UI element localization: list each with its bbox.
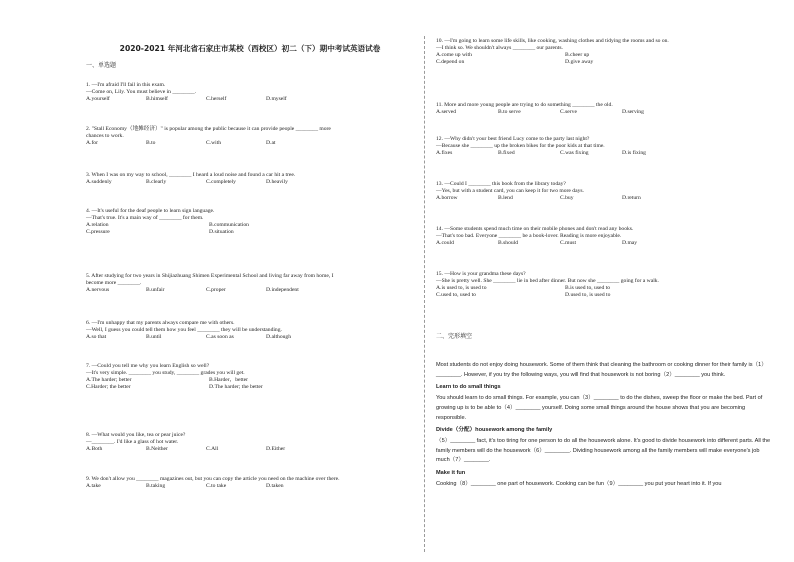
- answer-option[interactable]: A.suddenly: [86, 179, 112, 185]
- passage-paragraph: You should learn to do small things. For example, you can（3）________ to do the dishes, sweep the floor or make the bed. Part of growing up is to be able to（4）________ yourself. Doing some small things around the house shows that you are becoming responsible.: [436, 395, 763, 421]
- question-right-5: [436, 226, 684, 247]
- passage-paragraph: Most students do not enjoy doing housework. Some of them think that cleaning the bathroom or cooking dinner for their family is（1）________. However, if you try the following ways, you will find that housework is not boring（2）________ you think.: [436, 362, 767, 378]
- answer-option[interactable]: B.is used to, used to: [565, 285, 611, 291]
- passage-heading: Make it fun: [436, 470, 466, 477]
- answer-option[interactable]: B.Harder，better: [209, 377, 248, 383]
- answer-option[interactable]: C.was fixing: [560, 150, 589, 156]
- answer-option[interactable]: A.yourself: [86, 96, 110, 102]
- answer-option[interactable]: B.to serve: [498, 109, 521, 115]
- question-right-3: [436, 136, 684, 157]
- answer-option[interactable]: D.at: [266, 140, 276, 146]
- question-text: —Come on, Lily. You must believe in ________.: [86, 89, 197, 95]
- question-text: 6. —I'm unhappy that my parents always compare me with others.: [86, 320, 235, 326]
- option-row: [86, 179, 326, 186]
- answer-option[interactable]: A.could: [436, 240, 454, 246]
- question-left-5: [86, 273, 333, 294]
- passage-paragraph: （5）________ fact, it's too tiring for one person to do all the housework alone. It's good to divide housework into different parts. All the family members will do the housework（6）________. Dividing housework among all the family members will make everyone's job much（7）________.: [436, 437, 771, 464]
- option-row: [86, 384, 332, 391]
- option-row: [86, 377, 332, 384]
- question-text: 14. —Some students spend much time on their mobile phones and don't read any books.: [436, 226, 634, 232]
- answer-option[interactable]: B.unfair: [146, 287, 165, 293]
- question-right-4: [436, 181, 684, 202]
- question-left-9: [86, 476, 340, 490]
- answer-option[interactable]: C.used to, used to: [436, 292, 476, 298]
- answer-option[interactable]: D.myself: [266, 96, 287, 102]
- passage-heading: Divide（分配）housework among the family: [436, 427, 553, 434]
- answer-option[interactable]: A.Both: [86, 446, 103, 452]
- question-text: —I think so. We shouldn't always ________ our parents.: [436, 45, 563, 51]
- answer-option[interactable]: A.so that: [86, 334, 107, 340]
- question-text: —________. I'd like a glass of hot water.: [86, 439, 179, 445]
- answer-option[interactable]: A.borrow: [436, 195, 458, 201]
- answer-option[interactable]: B.to: [146, 140, 156, 146]
- question-text: 8. —What would you like, tea or pear juice?: [86, 432, 186, 438]
- option-row: [436, 292, 694, 299]
- question-left-8: [86, 432, 326, 453]
- question-right-6: [436, 271, 694, 299]
- answer-option[interactable]: C.as soon as: [206, 334, 234, 340]
- question-text: 12. —Why didn't your best friend Lucy come to the party last night?: [436, 136, 590, 142]
- answer-option[interactable]: D.heavily: [266, 179, 288, 185]
- option-row: [86, 222, 332, 229]
- answer-option[interactable]: D.although: [266, 334, 292, 340]
- option-row: [436, 240, 684, 247]
- option-row: [436, 109, 684, 116]
- answer-option[interactable]: D.The harder; the better: [209, 384, 263, 390]
- question-left-3: [86, 172, 326, 186]
- answer-option[interactable]: A.served: [436, 109, 457, 115]
- passage-heading: Learn to do small things: [436, 384, 501, 391]
- question-text: —It's very simple. ________ you study, ________ grades you will get.: [86, 370, 245, 376]
- answer-option[interactable]: D.give away: [565, 59, 594, 65]
- question-text: 1. —I'm afraid I'll fail in this exam.: [86, 82, 166, 88]
- answer-option[interactable]: C.must: [560, 240, 577, 246]
- question-right-2: [436, 102, 684, 116]
- question-left-2: [86, 126, 331, 147]
- answer-option[interactable]: A.for: [86, 140, 98, 146]
- answer-option[interactable]: C.Harder; the better: [86, 384, 131, 390]
- answer-option[interactable]: A.fixes: [436, 150, 453, 156]
- exam-title: 2020-2021 年河北省石家庄市某校（西校区）初二（下）期中考试英语试卷: [119, 44, 381, 53]
- answer-option[interactable]: A.nervous: [86, 287, 110, 293]
- answer-option[interactable]: B.cheer up: [565, 52, 590, 58]
- option-row: [86, 229, 332, 236]
- answer-option[interactable]: A.relation: [86, 222, 109, 228]
- question-text: 10. —I'm going to learn some life skills, like cooking, washing clothes and tidying the rooms and so on.: [436, 38, 669, 44]
- answer-option[interactable]: D.serving: [622, 109, 644, 115]
- option-row: [86, 96, 326, 103]
- answer-option[interactable]: C.buy: [560, 195, 574, 201]
- answer-option[interactable]: A.is used to, is used to: [436, 285, 487, 291]
- question-text: 9. We don't allow you ________ magazines out, but you can copy the article you need on the machine over there.: [86, 476, 340, 482]
- question-text: 5. After studying for two years in Shijiazhuang Shimen Experimental School and living far away from home, I: [86, 273, 334, 279]
- cloze-passage: [436, 361, 771, 492]
- passage-paragraph: Cooking（8）________ one part of housework. Cooking can be fun（9）________ you put your heart into it. If you: [436, 480, 722, 487]
- question-left-4: [86, 208, 332, 236]
- answer-option[interactable]: D.situation: [209, 229, 234, 235]
- answer-option[interactable]: C.herself: [206, 96, 227, 102]
- answer-option[interactable]: B.himself: [146, 96, 168, 102]
- option-row: [86, 446, 326, 453]
- option-row: [86, 483, 340, 490]
- question-left-1: [86, 82, 326, 103]
- option-row: [436, 150, 684, 157]
- option-row: [436, 59, 694, 66]
- option-row: [436, 285, 694, 292]
- answer-option[interactable]: C.depend on: [436, 59, 465, 65]
- question-text: —Well, I guess you could tell them how you feel ________ they will be understanding.: [86, 327, 282, 333]
- answer-option[interactable]: D.Either: [266, 446, 286, 452]
- question-text: chances to work.: [86, 133, 124, 139]
- answer-option[interactable]: B.clearly: [146, 179, 167, 185]
- answer-option[interactable]: B.should: [498, 240, 519, 246]
- answer-option[interactable]: C.All: [206, 446, 219, 452]
- question-text: become more ________.: [86, 280, 142, 286]
- question-left-7: [86, 363, 332, 391]
- question-text: —Yes, but with a student card, you can keep it for two more days.: [436, 188, 584, 194]
- answer-option[interactable]: B.communication: [209, 222, 249, 228]
- question-left-6: [86, 320, 326, 341]
- column-divider: [424, 36, 425, 552]
- answer-option[interactable]: C.with: [206, 140, 222, 146]
- answer-option[interactable]: C.proper: [206, 287, 226, 293]
- answer-option[interactable]: D.return: [622, 195, 641, 201]
- answer-option[interactable]: D.may: [622, 240, 638, 246]
- question-text: —She is pretty well. She ________ lie in bed after dinner. But now she ________ going for a walk.: [436, 278, 659, 284]
- answer-option[interactable]: A.The harder; better: [86, 377, 132, 383]
- question-text: —Because she ________ up the broken bikes for the poor kids at that time.: [436, 143, 605, 149]
- option-row: [436, 52, 694, 59]
- answer-option[interactable]: D.independent: [266, 287, 299, 293]
- question-text: 3. When I was on my way to school, ________ I heard a loud noise and found a car hit a tree.: [86, 172, 296, 178]
- answer-option[interactable]: B.taking: [146, 483, 166, 489]
- answer-option[interactable]: C.to take: [206, 483, 227, 489]
- answer-option[interactable]: B.until: [146, 334, 162, 340]
- question-text: —That's true. It's a main way of ________ for them.: [86, 215, 204, 221]
- section-single-choice: 一、单选题: [86, 62, 117, 69]
- answer-option[interactable]: D.taken: [266, 483, 284, 489]
- answer-option[interactable]: A.take: [86, 483, 101, 489]
- option-row: [86, 287, 333, 294]
- section-cloze: 二、完形填空: [436, 333, 473, 340]
- answer-option[interactable]: D.used to, is used to: [565, 292, 611, 298]
- question-text: 7. —Could you tell me why you learn English so well?: [86, 363, 210, 369]
- answer-option[interactable]: B.Neither: [146, 446, 168, 452]
- question-text: 2. "Stall Economy（地摊经济）" is popular among the public because it can provide people ________ more: [86, 126, 331, 132]
- answer-option[interactable]: C.pressure: [86, 229, 110, 235]
- answer-option[interactable]: C.serve: [560, 109, 577, 115]
- question-text: 15. —How is your grandma these days?: [436, 271, 526, 277]
- answer-option[interactable]: D.is fixing: [622, 150, 646, 156]
- answer-option[interactable]: C.completely: [206, 179, 236, 185]
- question-text: —That's too bad. Everyone ________ be a book-lover. Reading is more enjoyable.: [436, 233, 622, 239]
- option-row: [86, 334, 326, 341]
- answer-option[interactable]: B.lend: [498, 195, 513, 201]
- question-text: 13. —Could I ________ this book from the library today?: [436, 181, 566, 187]
- option-row: [86, 140, 331, 147]
- question-text: 11. More and more young people are trying to do something ________ the old.: [436, 102, 613, 108]
- answer-option[interactable]: B.fixed: [498, 150, 515, 156]
- question-text: 4. —It's useful for the deaf people to learn sign language.: [86, 208, 215, 214]
- answer-option[interactable]: A.come up with: [436, 52, 472, 58]
- question-right-1: [436, 38, 694, 66]
- option-row: [436, 195, 684, 202]
